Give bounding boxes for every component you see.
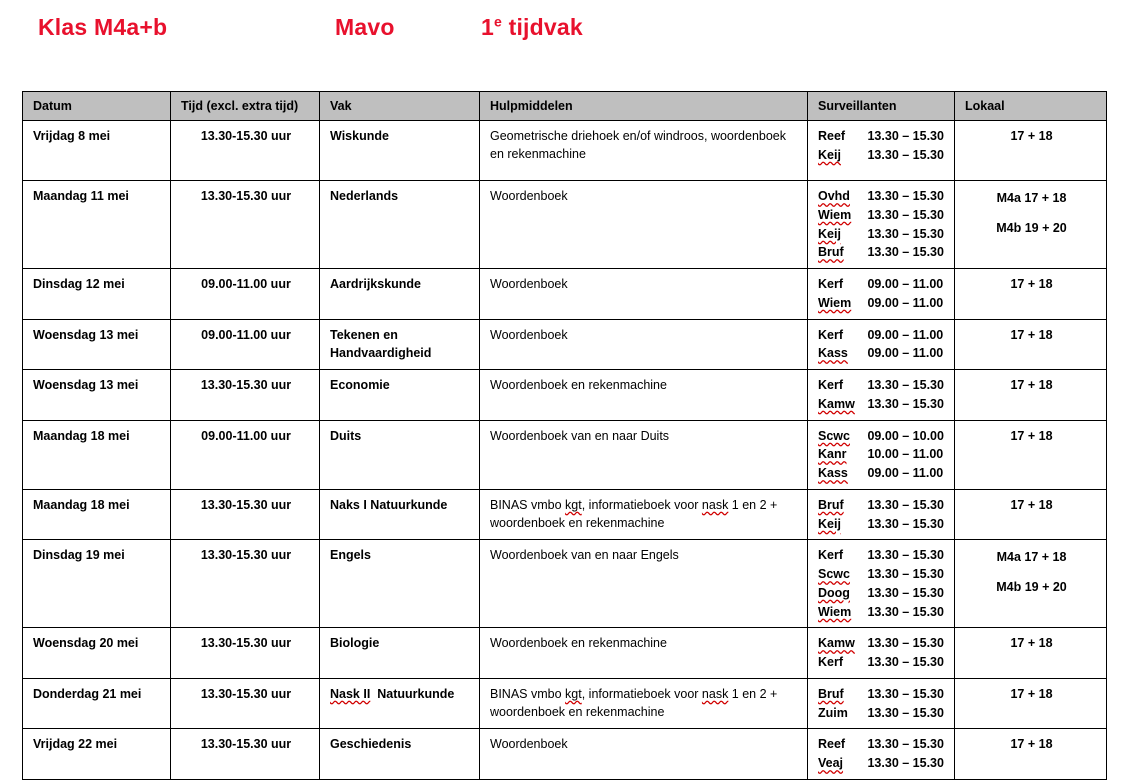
cell-hulpmiddelen: Woordenboek xyxy=(480,269,808,320)
spellcheck-marked-word: nask xyxy=(701,497,729,512)
surveillant-time: 13.30 – 15.30 xyxy=(867,636,944,651)
surveillant-time: 13.30 – 15.30 xyxy=(867,686,944,701)
surveillant-time: 09.00 – 11.00 xyxy=(867,295,944,310)
table-row xyxy=(23,181,1107,269)
spellcheck-marked-word: kgt xyxy=(565,686,582,701)
spellcheck-marked-word: kgt xyxy=(565,497,582,512)
surveillant-time: 13.30 – 15.30 xyxy=(867,378,944,393)
cell-surveillanten xyxy=(808,678,955,729)
cell-vak: Nederlands xyxy=(320,181,480,269)
cell-tijd: 13.30-15.30 uur xyxy=(171,181,320,269)
surveillant-entry xyxy=(818,515,946,534)
surveillant-time: 13.30 – 15.30 xyxy=(867,189,944,204)
spellcheck-marked-word: nask xyxy=(701,686,729,701)
surveillant-name: Kass xyxy=(818,346,848,361)
cell-lokaal: 17 + 18 xyxy=(955,729,1107,780)
column-header-vak: Vak xyxy=(320,92,480,121)
header-tijdvak xyxy=(481,14,583,41)
cell-hulpmiddelen: Woordenboek xyxy=(480,181,808,269)
cell-hulpmiddelen: Woordenboek van en naar Engels xyxy=(480,540,808,628)
cell-vak: Aardrijkskunde xyxy=(320,269,480,320)
table-row xyxy=(23,319,1107,370)
table-row xyxy=(23,628,1107,679)
cell-surveillanten xyxy=(808,628,955,679)
cell-datum: Dinsdag 19 mei xyxy=(23,540,171,628)
cell-vak: Wiskunde xyxy=(320,121,480,181)
surveillant-entry xyxy=(818,754,946,773)
surveillant-entry xyxy=(818,225,946,244)
cell-vak: Biologie xyxy=(320,628,480,679)
lokaal-group xyxy=(965,187,1098,241)
cell-tijd: 13.30-15.30 uur xyxy=(171,121,320,181)
cell-surveillanten xyxy=(808,269,955,320)
surveillant-entry xyxy=(818,376,946,395)
surveillant-entry xyxy=(818,584,946,603)
surveillant-name: Doog xyxy=(818,585,850,600)
cell-lokaal: 17 + 18 xyxy=(955,678,1107,729)
cell-datum: Woensdag 13 mei xyxy=(23,370,171,421)
surveillant-name: Kerf xyxy=(818,277,844,292)
surveillant-entry xyxy=(818,735,946,754)
cell-datum: Woensdag 13 mei xyxy=(23,319,171,370)
surveillant-time: 13.30 – 15.30 xyxy=(867,207,944,222)
cell-vak: Duits xyxy=(320,420,480,489)
surveillant-time: 10.00 – 11.00 xyxy=(867,447,944,462)
cell-lokaal xyxy=(955,540,1107,628)
spellcheck-marked-word: Nask II xyxy=(330,686,371,701)
exam-schedule-table xyxy=(22,91,1107,780)
cell-lokaal: 17 + 18 xyxy=(955,628,1107,679)
table-row xyxy=(23,729,1107,780)
column-header-datum: Datum xyxy=(23,92,171,121)
cell-tijd: 13.30-15.30 uur xyxy=(171,540,320,628)
table-header-row xyxy=(23,92,1107,121)
header-tijdvak-ordinal: e xyxy=(494,13,502,30)
header-tijdvak-word: tijdvak xyxy=(502,14,583,40)
surveillant-name: Bruf xyxy=(818,497,844,512)
cell-tijd: 13.30-15.30 uur xyxy=(171,370,320,421)
cell-tijd: 13.30-15.30 uur xyxy=(171,628,320,679)
surveillant-time: 13.30 – 15.30 xyxy=(867,655,944,670)
surveillant-time: 13.30 – 15.30 xyxy=(867,497,944,512)
cell-tijd: 09.00-11.00 uur xyxy=(171,269,320,320)
surveillant-name: Kass xyxy=(818,466,848,481)
surveillant-time: 13.30 – 15.30 xyxy=(867,756,944,771)
surveillant-time: 13.30 – 15.30 xyxy=(867,567,944,582)
table-row xyxy=(23,269,1107,320)
cell-tijd: 13.30-15.30 uur xyxy=(171,678,320,729)
surveillant-entry xyxy=(818,275,946,294)
surveillant-time: 13.30 – 15.30 xyxy=(867,147,944,162)
surveillant-entry xyxy=(818,546,946,565)
cell-vak: Nask II Natuurkunde xyxy=(320,678,480,729)
surveillant-entry xyxy=(818,344,946,363)
surveillant-time: 09.00 – 10.00 xyxy=(867,428,944,443)
cell-lokaal: 17 + 18 xyxy=(955,489,1107,540)
surveillant-name: Bruf xyxy=(818,245,844,260)
surveillant-entry xyxy=(818,634,946,653)
surveillant-time: 13.30 – 15.30 xyxy=(867,226,944,241)
cell-datum: Maandag 11 mei xyxy=(23,181,171,269)
surveillant-entry xyxy=(818,445,946,464)
surveillant-time: 13.30 – 15.30 xyxy=(867,396,944,411)
table-row xyxy=(23,121,1107,181)
column-header-tijd: Tijd (excl. extra tijd) xyxy=(171,92,320,121)
exam-schedule-table-container xyxy=(22,91,1106,780)
surveillant-time: 09.00 – 11.00 xyxy=(867,346,944,361)
cell-surveillanten xyxy=(808,489,955,540)
surveillant-name: Kerf xyxy=(818,327,844,342)
header-niveau: Mavo xyxy=(335,14,395,40)
cell-lokaal: 17 + 18 xyxy=(955,269,1107,320)
cell-datum: Vrijdag 22 mei xyxy=(23,729,171,780)
cell-hulpmiddelen: Woordenboek en rekenmachine xyxy=(480,628,808,679)
cell-surveillanten xyxy=(808,729,955,780)
cell-surveillanten xyxy=(808,319,955,370)
surveillant-entry xyxy=(818,294,946,313)
surveillant-time: 13.30 – 15.30 xyxy=(867,705,944,720)
surveillant-name: Zuim xyxy=(818,705,848,720)
surveillant-time: 13.30 – 15.30 xyxy=(867,548,944,563)
cell-datum: Donderdag 21 mei xyxy=(23,678,171,729)
cell-datum: Maandag 18 mei xyxy=(23,489,171,540)
table-row xyxy=(23,540,1107,628)
cell-hulpmiddelen: Woordenboek xyxy=(480,729,808,780)
surveillant-name: Reef xyxy=(818,129,846,144)
cell-surveillanten xyxy=(808,181,955,269)
column-header-lokaal: Lokaal xyxy=(955,92,1107,121)
lokaal-value: M4b 19 + 20 xyxy=(996,580,1067,595)
surveillant-name: Kerf xyxy=(818,378,844,393)
surveillant-entry xyxy=(818,243,946,262)
surveillant-time: 13.30 – 15.30 xyxy=(867,604,944,619)
cell-datum: Dinsdag 12 mei xyxy=(23,269,171,320)
surveillant-entry xyxy=(818,127,946,146)
cell-lokaal: 17 + 18 xyxy=(955,420,1107,489)
surveillant-name: Scwc xyxy=(818,428,850,443)
surveillant-entry xyxy=(818,685,946,704)
surveillant-name: Wiem xyxy=(818,604,852,619)
surveillant-time: 13.30 – 15.30 xyxy=(867,737,944,752)
cell-datum: Woensdag 20 mei xyxy=(23,628,171,679)
surveillant-name: Ovhd xyxy=(818,189,850,204)
surveillant-entry xyxy=(818,427,946,446)
surveillant-entry xyxy=(818,653,946,672)
cell-lokaal: 17 + 18 xyxy=(955,121,1107,181)
cell-surveillanten xyxy=(808,540,955,628)
surveillant-name: Wiem xyxy=(818,295,852,310)
table-row xyxy=(23,489,1107,540)
surveillant-name: Bruf xyxy=(818,686,844,701)
surveillant-time: 09.00 – 11.00 xyxy=(867,277,944,292)
cell-surveillanten xyxy=(808,370,955,421)
surveillant-entry xyxy=(818,326,946,345)
surveillant-entry xyxy=(818,565,946,584)
table-body xyxy=(23,121,1107,780)
lokaal-group xyxy=(965,546,1098,600)
surveillant-name: Kerf xyxy=(818,655,844,670)
surveillant-name: Keij xyxy=(818,516,841,531)
surveillant-name: Kerf xyxy=(818,548,844,563)
cell-vak: Economie xyxy=(320,370,480,421)
surveillant-name: Kamw xyxy=(818,396,855,411)
column-header-surveillanten: Surveillanten xyxy=(808,92,955,121)
cell-hulpmiddelen: Geometrische driehoek en/of windroos, woordenboek en rekenmachine xyxy=(480,121,808,181)
cell-hulpmiddelen: Woordenboek van en naar Duits xyxy=(480,420,808,489)
cell-lokaal xyxy=(955,181,1107,269)
surveillant-name: Wiem xyxy=(818,207,852,222)
cell-datum: Vrijdag 8 mei xyxy=(23,121,171,181)
lokaal-value: M4a 17 + 18 xyxy=(996,191,1067,206)
surveillant-name: Keij xyxy=(818,226,841,241)
surveillant-time: 13.30 – 15.30 xyxy=(867,585,944,600)
cell-surveillanten xyxy=(808,420,955,489)
cell-hulpmiddelen: Woordenboek xyxy=(480,319,808,370)
cell-tijd: 09.00-11.00 uur xyxy=(171,420,320,489)
surveillant-name: Reef xyxy=(818,737,846,752)
surveillant-time: 13.30 – 15.30 xyxy=(867,516,944,531)
cell-lokaal: 17 + 18 xyxy=(955,370,1107,421)
cell-hulpmiddelen: BINAS vmbo kgt, informatieboek voor nask 1 en 2 + woordenboek en rekenmachine xyxy=(480,678,808,729)
surveillant-entry xyxy=(818,496,946,515)
cell-vak: Engels xyxy=(320,540,480,628)
surveillant-entry xyxy=(818,206,946,225)
header-tijdvak-number: 1 xyxy=(481,14,494,40)
cell-hulpmiddelen: BINAS vmbo kgt, informatieboek voor nask 1 en 2 + woordenboek en rekenmachine xyxy=(480,489,808,540)
surveillant-time: 09.00 – 11.00 xyxy=(867,327,944,342)
lokaal-value: M4a 17 + 18 xyxy=(996,550,1067,565)
document-header xyxy=(38,14,1109,50)
surveillant-entry xyxy=(818,464,946,483)
table-row xyxy=(23,420,1107,489)
surveillant-entry xyxy=(818,395,946,414)
surveillant-entry xyxy=(818,187,946,206)
cell-tijd: 13.30-15.30 uur xyxy=(171,729,320,780)
surveillant-time: 09.00 – 11.00 xyxy=(867,466,944,481)
surveillant-name: Kamw xyxy=(818,636,855,651)
cell-vak: Geschiedenis xyxy=(320,729,480,780)
cell-vak: Naks I Natuurkunde xyxy=(320,489,480,540)
cell-lokaal: 17 + 18 xyxy=(955,319,1107,370)
table-row xyxy=(23,678,1107,729)
header-klas: Klas M4a+b xyxy=(38,14,168,40)
table-row xyxy=(23,370,1107,421)
surveillant-name: Kanr xyxy=(818,447,847,462)
cell-datum: Maandag 18 mei xyxy=(23,420,171,489)
lokaal-value: M4b 19 + 20 xyxy=(996,220,1067,235)
surveillant-name: Scwc xyxy=(818,567,850,582)
surveillant-entry xyxy=(818,603,946,622)
surveillant-time: 13.30 – 15.30 xyxy=(867,245,944,260)
column-header-hulpmiddelen: Hulpmiddelen xyxy=(480,92,808,121)
cell-surveillanten xyxy=(808,121,955,181)
surveillant-time: 13.30 – 15.30 xyxy=(867,129,944,144)
cell-tijd: 13.30-15.30 uur xyxy=(171,489,320,540)
cell-hulpmiddelen: Woordenboek en rekenmachine xyxy=(480,370,808,421)
cell-vak: Tekenen en Handvaardigheid xyxy=(320,319,480,370)
surveillant-name: Veaj xyxy=(818,756,844,771)
surveillant-name: Keij xyxy=(818,147,841,162)
surveillant-entry xyxy=(818,704,946,723)
cell-tijd: 09.00-11.00 uur xyxy=(171,319,320,370)
surveillant-entry xyxy=(818,146,946,165)
